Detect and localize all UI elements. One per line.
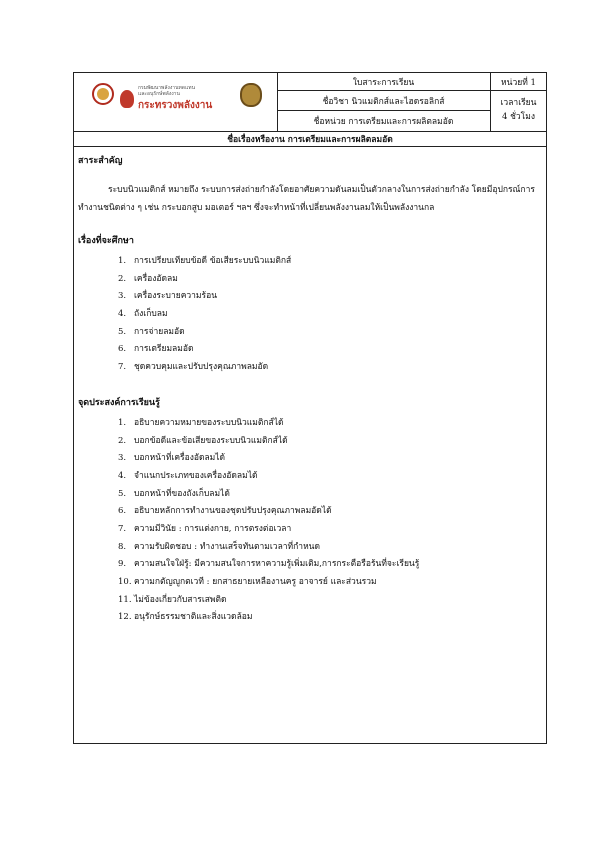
list-item xyxy=(78,486,544,504)
list-item-text: ถังเก็บลม xyxy=(134,309,168,320)
list-item xyxy=(78,306,544,324)
unit-number-cell xyxy=(490,73,546,91)
list-item-text: ไม่ข้องเกี่ยวกับสารเสพติด xyxy=(134,594,227,605)
list-item-number: 4. xyxy=(118,309,127,320)
list-item-number: 3. xyxy=(118,291,127,302)
list-item xyxy=(78,450,544,468)
list-item-number: 1. xyxy=(118,256,127,266)
list-item-text: การจ่ายลมอัด xyxy=(134,326,185,337)
list-item-text: การเปรียบเทียบข้อดี ข้อเสียระบบนิวแมติกส์ xyxy=(134,256,292,266)
ministry-name: กระทรวงพลังงาน xyxy=(138,99,213,111)
list-item-text: ความรับผิดชอบ : ทำงานเสร็จทันตามเวลาที่กำหนด xyxy=(134,541,321,552)
list-item-number: 12. xyxy=(118,612,132,623)
subject-name: ชื่อวิชา นิวแมติกส์และไฮดรอลิกส์ xyxy=(322,96,445,107)
ministry-logo xyxy=(92,83,114,105)
list-item xyxy=(78,324,544,342)
org-line2: และอนุรักษ์พลังงาน xyxy=(138,91,180,98)
list-item-text: ความสนใจใฝ่รู้: มีความสนใจการหาความรู้เพิ่มเติม,การกระตือรือร้นที่จะเรียนรู้ xyxy=(134,559,420,570)
list-item-number: 3. xyxy=(118,453,127,464)
list-item-text: บอกข้อดีและข้อเสียของระบบนิวแมติกส์ได้ xyxy=(134,435,288,446)
objectives-title: จุดประสงค์การเรียนรู้ xyxy=(78,397,160,408)
ministry-wordmark xyxy=(120,85,212,113)
list-item-number: 5. xyxy=(118,488,127,499)
list-item xyxy=(78,415,544,433)
list-item xyxy=(78,433,544,451)
list-item xyxy=(78,521,544,539)
list-item xyxy=(78,556,544,574)
list-item-text: เครื่องอัดลม xyxy=(134,273,178,284)
list-item-number: 10. xyxy=(118,577,132,587)
list-item-text: เครื่องระบายความร้อน xyxy=(134,291,218,302)
unit-number: หน่วยที่ 1 xyxy=(501,77,536,88)
list-item-number: 1. xyxy=(118,417,127,428)
subject-cell xyxy=(277,91,490,111)
topics-list xyxy=(78,253,544,377)
emblem-icon xyxy=(240,83,262,107)
time-value: 4 ชั่วโมง xyxy=(502,112,535,122)
list-item xyxy=(78,341,544,359)
list-item-text: บอกหน้าที่ของถังเก็บลมได้ xyxy=(134,488,230,499)
flame-icon xyxy=(120,90,134,108)
topic-title: ชื่อเรื่องหรืองาน การเตรียมและการผลิตลมอัด xyxy=(227,135,393,145)
list-item-number: 5. xyxy=(118,326,127,337)
list-item-text: อนุรักษ์ธรรมชาติและสิ่งแวดล้อม xyxy=(134,612,253,623)
list-item-text: บอกหน้าที่เครื่องอัดลมได้ xyxy=(134,453,226,464)
list-item-text: ชุดควบคุมและปรับปรุงคุณภาพลมอัด xyxy=(134,362,269,373)
list-item-number: 9. xyxy=(118,559,127,570)
list-item xyxy=(78,503,544,521)
document-frame xyxy=(73,72,547,744)
doc-type: ใบสาระการเรียน xyxy=(352,77,415,88)
topic-row xyxy=(74,131,546,147)
list-item xyxy=(78,609,544,627)
content-body xyxy=(78,153,544,627)
list-item xyxy=(78,359,544,377)
list-item-number: 7. xyxy=(118,362,127,373)
list-item xyxy=(78,468,544,486)
list-item-number: 6. xyxy=(118,344,127,355)
essence-paragraph: ระบบนิวแมติกส์ หมายถึง ระบบการส่งถ่ายกำลังโดยอาศัยความดันลมเป็นตัวกลางในการส่งถ่ายกำลัง โดยมีอุปกรณ์การทำงานชนิดต่าง ๆ เช่น กระบอกสูบ มอเตอร์ ฯลฯ ซึ่งจะทำหน้าที่เปลี่ยนพลังงานลมให้เป็นพลังงานกล xyxy=(78,185,535,213)
list-item xyxy=(78,288,544,306)
list-item-number: 2. xyxy=(118,435,127,446)
org-line1: กรมพัฒนาพลังงานทดแทน xyxy=(138,85,195,91)
list-item-text: อธิบายความหมายของระบบนิวแมติกส์ได้ xyxy=(134,417,284,428)
time-label: เวลาเรียน xyxy=(500,98,537,109)
logo-cell xyxy=(74,73,278,131)
list-item-text: จำแนกประเภทของเครื่องอัดลมได้ xyxy=(134,470,258,481)
list-item xyxy=(78,253,544,271)
list-item-number: 8. xyxy=(118,541,127,552)
department-emblem xyxy=(240,83,262,107)
list-item-text: ความมีวินัย : การแต่งกาย, การตรงต่อเวลา xyxy=(134,523,292,534)
header-table xyxy=(74,73,546,145)
doc-type-cell xyxy=(277,73,490,91)
unit-name-cell xyxy=(277,111,490,131)
unit-name: ชื่อหน่วย การเตรียมและการผลิตลมอัด xyxy=(313,117,454,127)
list-item-number: 7. xyxy=(118,523,127,534)
list-item-number: 11. xyxy=(118,594,132,605)
list-item xyxy=(78,592,544,610)
study-time-cell xyxy=(490,91,546,131)
essence-title: สาระสำคัญ xyxy=(78,156,123,166)
objectives-list xyxy=(78,415,544,627)
list-item-number: 4. xyxy=(118,470,127,481)
list-item xyxy=(78,574,544,592)
list-item xyxy=(78,539,544,557)
list-item-text: การเตรียมลมอัด xyxy=(134,344,194,355)
list-item-text: อธิบายหลักการทำงานของชุดปรับปรุงคุณภาพลมอัดได้ xyxy=(134,506,332,517)
list-item-number: 6. xyxy=(118,506,127,517)
list-item-text: ความกตัญญูกตเวที : ยกสาธยายเหลืองานครู อาจารย์ และส่วนรวม xyxy=(134,577,377,587)
topics-title: เรื่องที่จะศึกษา xyxy=(78,236,134,246)
list-item-number: 2. xyxy=(118,273,127,284)
list-item xyxy=(78,271,544,289)
ministry-seal-icon xyxy=(92,83,114,105)
